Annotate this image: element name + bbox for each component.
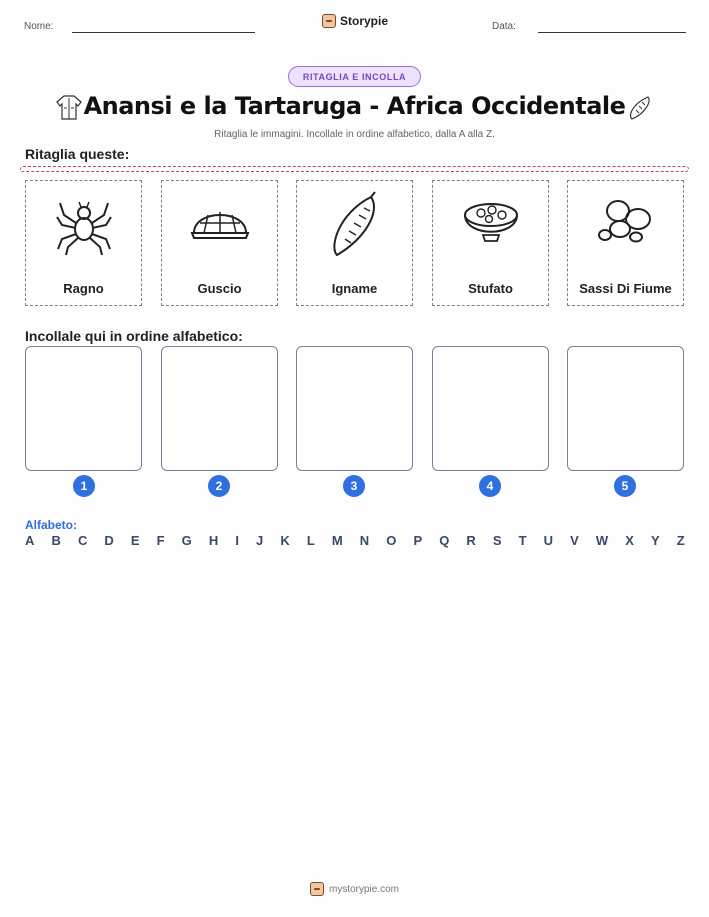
cut-card-yam[interactable] [296,180,413,306]
card-label: Guscio [197,281,242,296]
spider-icon [54,189,114,259]
slot-number-4: 4 [479,475,501,497]
alphabet-letter: K [280,533,290,548]
brand-logo [322,14,388,28]
alphabet-letter: O [386,533,397,548]
stew-icon [461,189,521,259]
paste-box-5[interactable] [567,346,684,471]
cut-card-spider[interactable] [25,180,142,306]
alphabet-letter: J [256,533,264,548]
alphabet-letter: E [130,533,140,548]
storypie-logo-icon [322,14,336,28]
date-field-line[interactable] [538,32,686,33]
alphabet-letter: T [518,533,527,548]
slot-number-3: 3 [343,475,365,497]
alphabet-letter: U [543,533,554,548]
yam-icon [325,189,385,259]
card-label: Ragno [63,281,104,296]
river-stones-icon [596,189,656,259]
alphabet-letter: R [466,533,476,548]
footer-site: mystorypie.com [328,883,399,895]
name-label: Nome: [24,21,54,32]
alphabet-letter: C [77,533,88,548]
shell-icon [190,189,250,259]
name-field-line[interactable] [72,32,255,33]
alphabet-row [25,533,685,548]
alphabet-letter: X [625,533,634,548]
alphabet-letter: L [306,533,315,548]
alphabet-letter: B [51,533,61,548]
alphabet-letter: F [156,533,165,548]
alphabet-letter: W [595,533,609,548]
cut-card-stew[interactable] [432,180,549,306]
cut-line [20,166,689,172]
paste-section-heading: Incollale qui in ordine alfabetico: [25,328,243,344]
paste-box-4[interactable] [432,346,549,471]
paste-box-3[interactable] [296,346,413,471]
brand-name: Storypie [340,14,389,28]
alphabet-letter: Y [650,533,660,548]
activity-badge: RITAGLIA E INCOLLA [288,66,421,87]
alphabet-letter: I [235,533,239,548]
alphabet-letter: G [181,533,192,548]
footer [0,882,709,896]
card-label: Stufato [468,281,513,296]
alphabet-letter: Q [439,533,450,548]
alphabet-letter: D [104,533,114,548]
cut-section-heading: Ritaglia queste: [25,146,130,162]
paste-box-1[interactable] [25,346,142,471]
card-label: Sassi Di Fiume [579,281,672,296]
alphabet-letter: V [570,533,579,548]
alphabet-letter: P [413,533,423,548]
alphabet-letter: M [331,533,343,548]
cut-card-shell[interactable] [161,180,278,306]
slot-number-5: 5 [614,475,636,497]
paste-box-2[interactable] [161,346,278,471]
cut-card-river-stones[interactable] [567,180,684,306]
alphabet-letter: S [492,533,502,548]
card-label: Igname [331,281,378,296]
slot-number-2: 2 [208,475,230,497]
page-title: Anansi e la Tartaruga - Africa Occidentale [83,92,626,120]
slot-number-1: 1 [73,475,95,497]
alphabet-label: Alfabeto: [25,518,77,532]
alphabet-letter: N [359,533,370,548]
alphabet-letter: H [208,533,219,548]
alphabet-letter: A [25,533,35,548]
date-label: Data: [492,21,516,32]
storypie-footer-logo-icon [310,882,324,896]
yam-small-icon [624,92,654,122]
alphabet-letter: Z [676,533,685,548]
page-subtitle: Ritaglia le immagini. Incollale in ordine alfabetico, dalla A alla Z. [214,129,495,140]
